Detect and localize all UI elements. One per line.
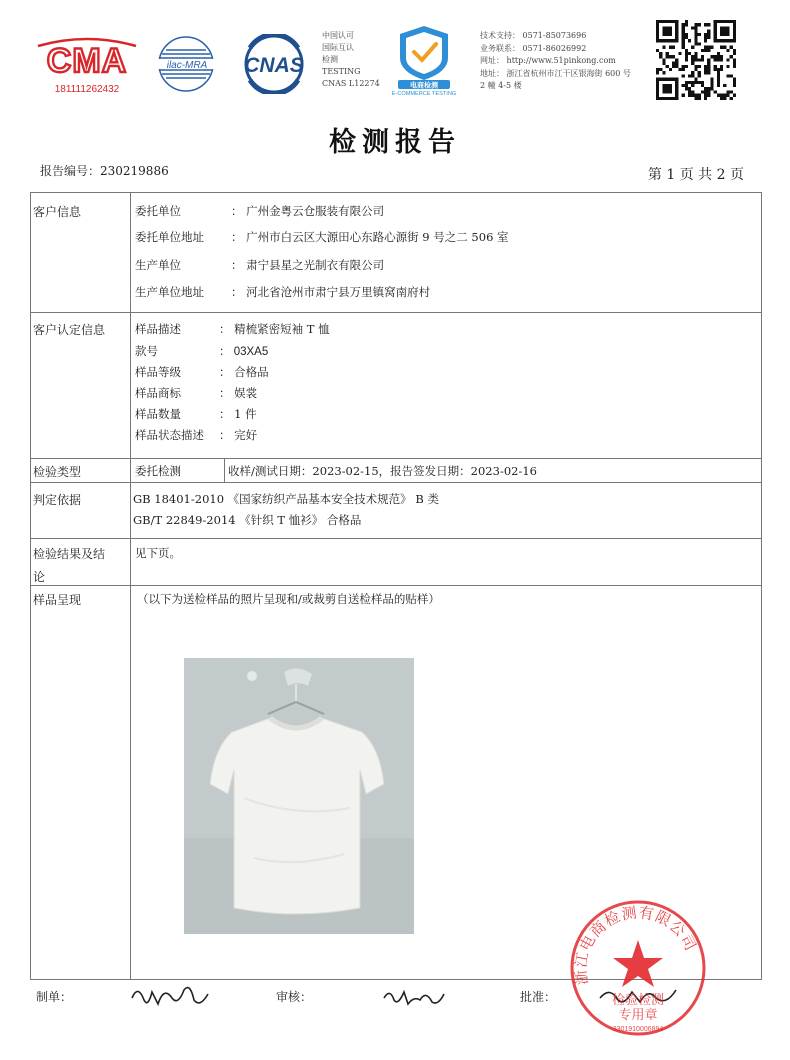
sample-field-value: ： 03XA5: [219, 346, 269, 358]
svg-text:电商检测: 电商检测: [410, 81, 438, 90]
svg-text:ilac-MRA: ilac-MRA: [166, 60, 208, 71]
client-field-value: ： 河北省沧州市肃宁县万里镇窝南府村: [231, 285, 431, 299]
client-info-label: 客户信息: [33, 205, 82, 219]
reviewed-by-signature: [380, 982, 450, 1014]
test-type-value: 委托检测: [135, 464, 181, 478]
sample-photo: [184, 658, 414, 934]
client-field-label: 委托单位地址: [135, 230, 204, 244]
prepared-by-label: 制单：: [36, 990, 73, 1004]
sample-field-value: ： 娱裳: [219, 386, 258, 400]
approved-by-label: 批准：: [520, 990, 557, 1004]
cma-number: 181111262432: [54, 84, 120, 95]
client-field-value: ： 广州金粤云仓服装有限公司: [231, 204, 385, 218]
result-label: 检验结果及结 论: [33, 547, 106, 584]
svg-text:E-COMMERCE TESTING: E-COMMERCE TESTING: [391, 91, 457, 96]
svg-text:专用章: 专用章: [618, 1008, 658, 1023]
result-value: 见下页。: [135, 546, 181, 560]
sample-field-label: 款号: [135, 344, 158, 358]
client-field-label: 委托单位: [135, 204, 181, 218]
svg-text:CMA: CMA: [46, 42, 128, 80]
svg-text:检验检测: 检验检测: [611, 993, 665, 1008]
sample-field-value: ： 精梳紧密短袖 T 恤: [219, 322, 330, 336]
basis-standard: GB/T 22849-2014 《针织 T 恤衫》 合格品: [133, 513, 362, 527]
client-field-label: 生产单位地址: [135, 285, 204, 299]
test-dates: 收样/测试日期：2023-02-15，报告签发日期：2023-02-16: [228, 464, 537, 478]
ilac-mra-logo: [152, 34, 222, 94]
sample-field-label: 样品描述: [135, 322, 181, 336]
basis-label: 判定依据: [33, 493, 82, 507]
report-title: 检测报告: [329, 127, 461, 158]
page-indicator: 第 1 页 共 2 页: [647, 167, 744, 183]
sample-field-value: ： 完好: [219, 428, 258, 442]
svg-text:CNAS: CNAS: [244, 54, 304, 77]
test-type-label: 检验类型: [33, 465, 82, 479]
sample-field-value: ： 合格品: [219, 365, 269, 379]
presentation-note: （以下为送检样品的照片呈现和/或裁剪自送检样品的贴样）: [137, 592, 440, 606]
client-field-label: 生产单位: [135, 258, 181, 272]
report-number: 报告编号：230219886: [40, 164, 169, 178]
official-seal: [568, 898, 708, 1038]
contact-info: 技术支持： 0571-85073696 业务联系： 0571-86026992 网址： http://www.51pinkong.com 地址： 浙江省杭州市江干区银海街 600 号 2 幢 4-5 楼: [480, 31, 631, 90]
sample-field-label: 样品数量: [135, 407, 181, 421]
cnas-logo: [232, 34, 316, 94]
sample-info-label: 客户认定信息: [33, 323, 106, 337]
sample-field-value: ： 1 件: [219, 407, 257, 421]
basis-standard: GB 18401-2010 《国家纺织产品基本安全技术规范》 B 类: [133, 492, 439, 506]
cma-logo: [36, 36, 138, 96]
sample-field-label: 样品商标: [135, 386, 181, 400]
client-field-value: ： 广州市白云区大源田心东路心源街 9 号之二 506 室: [231, 230, 509, 244]
ecommerce-testing-logo: [388, 22, 460, 96]
client-field-value: ： 肃宁县星之光制衣有限公司: [231, 258, 385, 272]
presentation-label: 样品呈现: [33, 593, 82, 607]
sample-field-label: 样品等级: [135, 365, 181, 379]
svg-text:3301910006894: 3301910006894: [612, 1026, 664, 1033]
svg-text:浙江电商检测有限公司: 浙江电商检测有限公司: [571, 903, 701, 986]
reviewed-by-label: 审核：: [276, 990, 313, 1004]
qr-code[interactable]: [656, 20, 736, 100]
sample-field-label: 样品状态描述: [135, 428, 204, 442]
accreditation-text: 中国认可 国际互认 检测 TESTING CNAS L12274: [322, 31, 380, 88]
prepared-by-signature: [128, 978, 218, 1016]
